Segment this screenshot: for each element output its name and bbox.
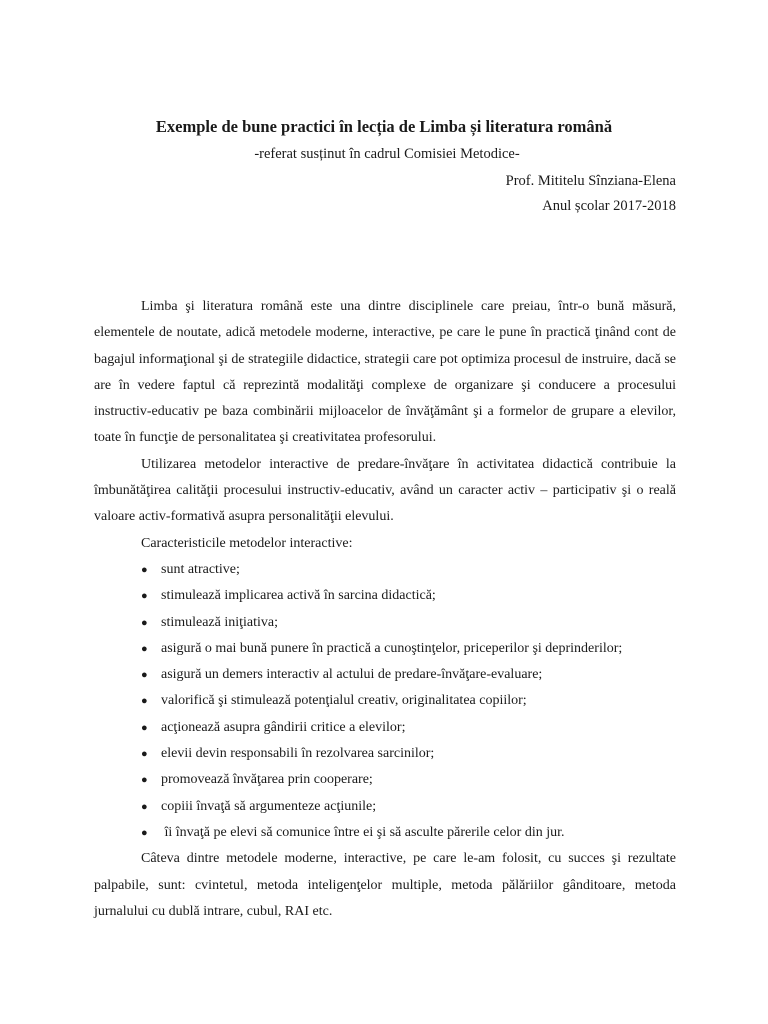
list-item bbox=[94, 583, 676, 609]
list-item bbox=[94, 741, 676, 767]
list-item-text: asigură un demers interactiv al actului de predare-învăţare-evaluare; bbox=[161, 667, 543, 683]
paragraph-1: Limba şi literatura română este una dintre disciplinele care preiau, într-o bună măsură, elementele de noutate, adică metodele moderne, interactive, pe care le pune în practică ţinând cont de bagajul informaţional şi de strategiile didactice, strategii care pot optimiza procesul de instruire, dacă se are în vedere faptul că reprezintă modalităţi complexe de organizare şi conducere a procesului instructiv-educativ pe baza combinării mijloacelor de învăţământ şi a formelor de grupare a elevilor, toate în funcţie de personalitatea şi creativitatea profesorului. bbox=[94, 299, 676, 446]
list-item bbox=[94, 688, 676, 714]
list-item bbox=[94, 767, 676, 793]
list-item bbox=[94, 794, 676, 820]
bullet-icon: ● bbox=[141, 563, 148, 576]
list-item-text: elevii devin responsabili în rezolvarea sarcinilor; bbox=[161, 746, 435, 762]
list-item bbox=[94, 557, 676, 583]
list-item-text: asigură o mai bună punere în practică a cunoştinţelor, priceperilor şi deprinderilor; bbox=[161, 640, 623, 656]
bullet-icon: ● bbox=[141, 748, 148, 761]
bullet-icon: ● bbox=[141, 669, 148, 682]
bullet-icon: ● bbox=[141, 616, 148, 629]
list-intro: Caracteristicile metodelor interactive: bbox=[141, 535, 353, 551]
bullet-icon: ● bbox=[141, 590, 148, 603]
paragraph-2: Utilizarea metodelor interactive de predare-învăţare în activitatea didactică contribuie la îmbunătăţirea calităţii procesului instructiv-educativ, având un caracter activ – participativ şi o reală valoare activ-formativă asupra personalităţii elevului. bbox=[94, 456, 676, 525]
list-item bbox=[94, 610, 676, 636]
document-subtitle: -referat susținut în cadrul Comisiei Metodice- bbox=[254, 146, 520, 162]
list-item-text: sunt atractive; bbox=[161, 561, 240, 577]
list-item-text: îi învaţă pe elevi să comunice între ei şi să asculte părerile celor din jur. bbox=[161, 824, 565, 840]
characteristics-list bbox=[94, 557, 676, 846]
document-title: Exemple de bune practici în lecția de Limba și literatura română bbox=[155, 117, 613, 136]
document-body bbox=[94, 294, 676, 925]
bullet-icon: ● bbox=[141, 774, 148, 787]
list-item-text: copiii învaţă să argumenteze acţiunile; bbox=[161, 798, 377, 814]
list-item bbox=[94, 820, 676, 846]
list-item bbox=[94, 715, 676, 741]
bullet-icon: ● bbox=[141, 721, 148, 734]
list-item-text: stimulează implicarea activă în sarcina didactică; bbox=[161, 588, 436, 604]
list-item-text: acţionează asupra gândirii critice a elevilor; bbox=[161, 719, 406, 735]
bullet-icon: ● bbox=[141, 642, 148, 655]
list-item-text: promovează învăţarea prin cooperare; bbox=[161, 772, 373, 788]
bullet-icon: ● bbox=[141, 800, 148, 813]
list-item bbox=[94, 636, 676, 662]
author-line: Prof. Mititelu Sînziana-Elena bbox=[505, 173, 676, 189]
school-year-line: Anul școlar 2017-2018 bbox=[542, 198, 676, 214]
list-item-text: valorifică şi stimulează potenţialul creativ, originalitatea copiilor; bbox=[161, 693, 527, 709]
bullet-icon: ● bbox=[141, 695, 148, 708]
bullet-icon: ● bbox=[141, 826, 148, 839]
list-item-text: stimulează iniţiativa; bbox=[161, 614, 279, 630]
paragraph-3: Câteva dintre metodele moderne, interactive, pe care le-am folosit, cu succes şi rezultate palpabile, sunt: cvintetul, metoda inteligenţelor multiple, metoda pălăriilor gânditoare, metoda jurnalului cu dublă intrare, cubul, RAI etc. bbox=[94, 851, 676, 919]
list-item bbox=[94, 662, 676, 688]
